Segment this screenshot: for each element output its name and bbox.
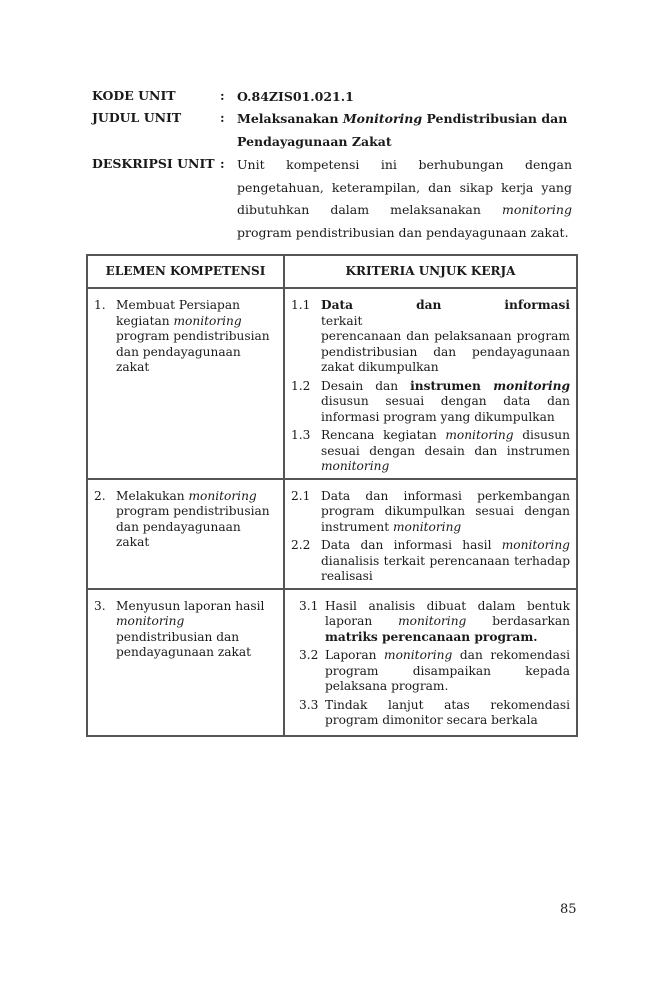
criteria-text: Data dan informasi hasil bbox=[321, 538, 502, 552]
criteria-italic: monitoring bbox=[398, 614, 467, 628]
criteria-item bbox=[291, 379, 570, 426]
criteria-text: Desain dan bbox=[321, 378, 411, 393]
element-line: dan pendayagunaan bbox=[116, 519, 241, 534]
criteria-bold: matriks perencanaan program. bbox=[325, 629, 538, 644]
element-line: zakat bbox=[116, 535, 150, 549]
element-number: 1. bbox=[94, 298, 106, 312]
element-cell bbox=[87, 288, 284, 479]
criteria-italic: monitoring bbox=[384, 648, 453, 662]
kode-unit-value: O.84ZIS01.021.1 bbox=[237, 89, 354, 104]
criteria-cell bbox=[284, 479, 577, 589]
judul-text: Pendistribusian dan bbox=[422, 111, 568, 126]
competency-table bbox=[86, 254, 578, 737]
criteria-number: 1.3 bbox=[291, 428, 311, 442]
element-line bbox=[116, 314, 275, 330]
criteria-line: Hasil analisis dibuat dalam bentuk bbox=[325, 598, 570, 613]
criteria-text: disusun bbox=[513, 428, 570, 442]
criteria-line: pendistribusian dan pendayagunaan bbox=[321, 344, 570, 359]
criteria-line bbox=[321, 520, 570, 536]
criteria-line bbox=[321, 298, 570, 329]
element-line: zakat bbox=[116, 360, 150, 374]
criteria-line: program disampaikan kepada bbox=[325, 663, 570, 678]
criteria-italic: monitoring bbox=[445, 428, 514, 442]
criteria-cell bbox=[284, 288, 577, 479]
criteria-bold: instrumen bbox=[410, 378, 494, 393]
criteria-item bbox=[291, 648, 570, 695]
criteria-number: 1.2 bbox=[291, 378, 311, 393]
criteria-cell bbox=[284, 589, 577, 736]
criteria-bold: Data dan informasi bbox=[321, 298, 570, 312]
criteria-line: perencanaan dan pelaksanaan program bbox=[321, 329, 570, 343]
criteria-line bbox=[325, 614, 570, 630]
criteria-number: 3.2 bbox=[299, 648, 319, 662]
header-elemen: ELEMEN KOMPETENSI bbox=[87, 255, 284, 288]
criteria-line: disusun sesuai dengan data dan bbox=[321, 394, 570, 408]
element-line bbox=[116, 489, 275, 505]
desc-line: program pendistribusian dan pendayagunaan zakat. bbox=[237, 224, 569, 240]
criteria-line: program dimonitor secara berkala bbox=[325, 713, 538, 727]
element-cell bbox=[87, 479, 284, 589]
criteria-line bbox=[321, 379, 570, 395]
element-line: pendayagunaan zakat bbox=[116, 645, 252, 659]
element-line bbox=[116, 614, 275, 630]
element-item bbox=[88, 480, 283, 551]
criteria-item bbox=[291, 698, 570, 729]
criteria-line: sesuai dengan desain dan instrumen bbox=[321, 443, 570, 458]
criteria-item bbox=[291, 428, 570, 475]
element-line: Membuat Persiapan bbox=[116, 298, 240, 312]
element-line: pendistribusian dan bbox=[116, 629, 240, 644]
element-line: Menyusun laporan hasil bbox=[116, 598, 265, 613]
criteria-line bbox=[321, 538, 570, 554]
criteria-number: 3.3 bbox=[299, 697, 319, 712]
element-item bbox=[88, 590, 283, 661]
criteria-number: 1.1 bbox=[291, 298, 311, 312]
element-italic: monitoring bbox=[188, 488, 257, 503]
table-header-row bbox=[87, 255, 577, 288]
criteria-text: terkait bbox=[321, 313, 363, 328]
page-number: 85 bbox=[560, 902, 577, 917]
element-number: 2. bbox=[94, 488, 106, 503]
criteria-italic: monitoring bbox=[392, 519, 462, 534]
criteria-line: program dikumpulkan sesuai dengan bbox=[321, 504, 570, 518]
criteria-line: Tindak lanjut atas rekomendasi bbox=[325, 697, 570, 712]
criteria-text: laporan bbox=[325, 614, 399, 628]
criteria-number: 2.2 bbox=[291, 538, 311, 552]
criteria-item bbox=[291, 599, 570, 646]
element-italic: monitoring bbox=[116, 614, 185, 628]
element-item bbox=[88, 289, 283, 376]
criteria-list bbox=[285, 480, 576, 585]
judul-unit-value bbox=[237, 108, 572, 153]
desc-line: pengetahuan, keterampilan, dan sikap kerja yang bbox=[237, 179, 572, 195]
criteria-line bbox=[321, 459, 570, 475]
criteria-list bbox=[285, 590, 576, 729]
table-row bbox=[87, 288, 577, 479]
element-line: program pendistribusian bbox=[116, 504, 270, 518]
criteria-line: dianalisis terkait perencanaan terhadap bbox=[321, 553, 570, 568]
criteria-item bbox=[291, 489, 570, 536]
table-row bbox=[87, 589, 577, 736]
desc-italic: monitoring bbox=[501, 202, 572, 217]
criteria-line: zakat dikumpulkan bbox=[321, 360, 439, 374]
criteria-line bbox=[325, 648, 570, 664]
criteria-text: dan rekomendasi bbox=[452, 648, 570, 662]
judul-line2: Pendayagunaan Zakat bbox=[237, 133, 392, 149]
criteria-item bbox=[291, 298, 570, 376]
colon: : bbox=[220, 156, 225, 171]
criteria-italic: monitoring bbox=[321, 459, 390, 473]
criteria-line: informasi program yang dikumpulkan bbox=[321, 409, 555, 424]
criteria-list bbox=[285, 289, 576, 475]
kode-unit-label: KODE UNIT bbox=[92, 88, 176, 103]
criteria-bold-italic: monitoring bbox=[493, 378, 570, 393]
criteria-italic: monitoring bbox=[501, 538, 570, 552]
element-number: 3. bbox=[94, 598, 106, 613]
criteria-text: instrument bbox=[321, 519, 393, 534]
criteria-line: pelaksana program. bbox=[325, 679, 449, 693]
judul-text: Melaksanakan bbox=[237, 111, 343, 126]
element-text: kegiatan bbox=[116, 313, 174, 328]
element-cell bbox=[87, 589, 284, 736]
table-row bbox=[87, 479, 577, 589]
criteria-item bbox=[291, 538, 570, 585]
criteria-line bbox=[321, 428, 570, 444]
criteria-line: realisasi bbox=[321, 569, 373, 583]
colon: : bbox=[220, 110, 225, 125]
header-kriteria: KRITERIA UNJUK KERJA bbox=[284, 255, 577, 288]
judul-unit-label: JUDUL UNIT bbox=[92, 110, 182, 125]
criteria-text: Laporan bbox=[325, 648, 385, 662]
criteria-text: Rencana kegiatan bbox=[321, 428, 446, 442]
colon: : bbox=[220, 88, 225, 103]
deskripsi-unit-label: DESKRIPSI UNIT bbox=[92, 156, 215, 171]
deskripsi-unit-value bbox=[237, 154, 572, 244]
element-italic: monitoring bbox=[173, 313, 242, 328]
desc-line bbox=[237, 199, 572, 222]
criteria-line bbox=[325, 630, 570, 646]
desc-line: Unit kompetensi ini berhubungan dengan bbox=[237, 157, 572, 172]
criteria-number: 3.1 bbox=[299, 598, 319, 613]
judul-italic: Monitoring bbox=[342, 111, 423, 126]
criteria-number: 2.1 bbox=[291, 488, 311, 503]
element-line: program pendistribusian bbox=[116, 329, 270, 343]
criteria-line: Data dan informasi perkembangan bbox=[321, 488, 570, 503]
element-line: dan pendayagunaan bbox=[116, 344, 241, 359]
element-text: Melakukan bbox=[116, 488, 189, 503]
criteria-text: berdasarkan bbox=[466, 614, 570, 628]
desc-text: dibutuhkan dalam melaksanakan bbox=[237, 202, 502, 217]
